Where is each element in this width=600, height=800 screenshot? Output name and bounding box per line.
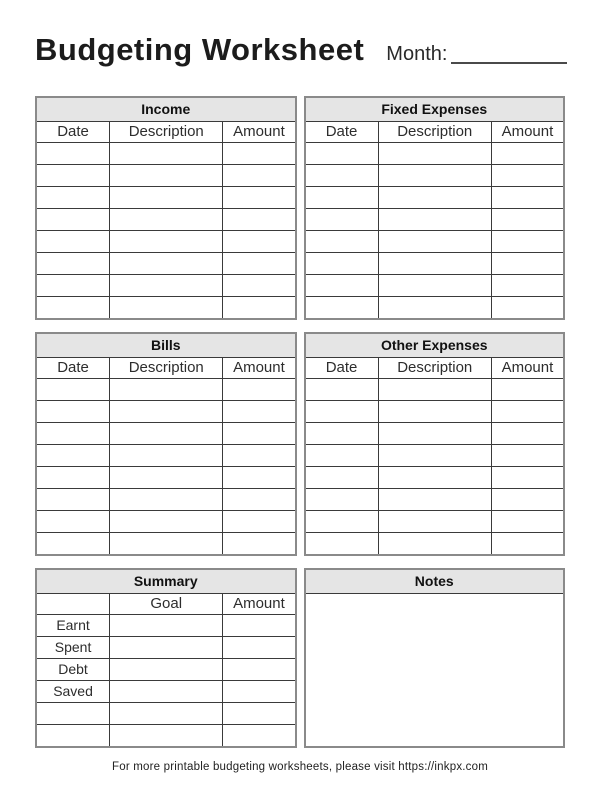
- table-row: [37, 230, 295, 252]
- column-header-date: Date: [57, 123, 89, 140]
- column-header-amount: Amount: [222, 594, 294, 614]
- fixed-expenses-table-body: [306, 142, 564, 318]
- table-row: [37, 378, 295, 400]
- empty-cell: [222, 511, 294, 532]
- empty-cell: [378, 165, 491, 186]
- empty-cell: [491, 297, 563, 318]
- table-row: [306, 400, 564, 422]
- bills-table-body: [37, 378, 295, 554]
- empty-cell: [306, 187, 378, 208]
- empty-cell: [37, 511, 109, 532]
- table-row: [306, 466, 564, 488]
- empty-cell: [306, 253, 378, 274]
- empty-cell: [222, 703, 294, 724]
- empty-cell: [222, 165, 294, 186]
- empty-cell: [37, 423, 109, 444]
- income-table: [35, 96, 297, 320]
- empty-cell: [491, 533, 563, 554]
- empty-cell: [306, 231, 378, 252]
- summary-table-title: Summary: [37, 570, 295, 594]
- empty-cell: [378, 187, 491, 208]
- empty-cell: [37, 489, 109, 510]
- table-row: [306, 230, 564, 252]
- row-label: Debt: [58, 661, 88, 677]
- column-header-description: Description: [378, 122, 491, 142]
- empty-cell: [37, 297, 109, 318]
- empty-cell: [37, 703, 109, 724]
- row-label: Earnt: [56, 617, 90, 633]
- empty-cell: [37, 445, 109, 466]
- empty-cell: [37, 231, 109, 252]
- empty-cell: [37, 253, 109, 274]
- empty-cell: [306, 533, 378, 554]
- empty-cell: [222, 615, 294, 636]
- summary-row-blank: [37, 702, 295, 724]
- column-header-amount: Amount: [222, 122, 294, 142]
- empty-cell: [222, 401, 294, 422]
- empty-cell: [109, 231, 222, 252]
- empty-cell: [222, 467, 294, 488]
- month-blank-line: [451, 61, 567, 64]
- empty-cell: [491, 489, 563, 510]
- empty-cell: [109, 275, 222, 296]
- table-row: [37, 186, 295, 208]
- empty-cell: [222, 637, 294, 658]
- table-row: [306, 422, 564, 444]
- table-row: [306, 142, 564, 164]
- other-expenses-header-row: [306, 358, 564, 378]
- empty-cell: [109, 725, 222, 746]
- column-header-date: Date: [325, 359, 358, 376]
- table-row: [306, 510, 564, 532]
- table-row: [37, 252, 295, 274]
- empty-cell: [491, 165, 563, 186]
- page-header: [35, 30, 566, 70]
- empty-cell: [491, 231, 563, 252]
- table-row: [306, 252, 564, 274]
- empty-cell: [306, 489, 378, 510]
- empty-cell: [222, 423, 294, 444]
- empty-cell: [109, 143, 222, 164]
- table-row: [37, 510, 295, 532]
- empty-cell: [378, 297, 491, 318]
- empty-cell: [222, 445, 294, 466]
- column-header-description: Description: [109, 122, 222, 142]
- empty-cell: [378, 379, 491, 400]
- empty-cell: [306, 297, 378, 318]
- summary-header-row: [37, 594, 295, 614]
- empty-cell: [109, 681, 222, 702]
- empty-cell: [378, 489, 491, 510]
- table-row: [37, 488, 295, 510]
- empty-cell: [378, 423, 491, 444]
- empty-cell: [306, 165, 378, 186]
- column-header-description: Description: [109, 358, 222, 378]
- row-label: Saved: [53, 683, 93, 699]
- empty-cell: [109, 467, 222, 488]
- empty-cell: [222, 187, 294, 208]
- empty-cell: [378, 467, 491, 488]
- empty-cell: [37, 165, 109, 186]
- empty-cell: [222, 253, 294, 274]
- table-row: [306, 488, 564, 510]
- empty-cell: [222, 231, 294, 252]
- empty-cell: [109, 445, 222, 466]
- table-row: [306, 274, 564, 296]
- empty-cell: [306, 511, 378, 532]
- empty-cell: [491, 445, 563, 466]
- empty-cell: [491, 275, 563, 296]
- table-row: [306, 444, 564, 466]
- empty-cell: [109, 703, 222, 724]
- empty-cell: [109, 659, 222, 680]
- empty-cell: [491, 511, 563, 532]
- empty-cell: [378, 445, 491, 466]
- column-header-goal: Goal: [109, 594, 222, 614]
- empty-cell: [109, 615, 222, 636]
- empty-cell: [491, 209, 563, 230]
- table-row: [37, 400, 295, 422]
- column-header-description: Description: [378, 358, 491, 378]
- empty-cell: [491, 379, 563, 400]
- summary-row-blank: [37, 724, 295, 746]
- empty-cell: [378, 231, 491, 252]
- empty-cell: [109, 637, 222, 658]
- table-row: [306, 208, 564, 230]
- empty-cell: [378, 511, 491, 532]
- table-row: [37, 274, 295, 296]
- empty-cell: [378, 209, 491, 230]
- column-header-blank: [37, 594, 109, 614]
- table-row: [306, 186, 564, 208]
- empty-cell: [306, 379, 378, 400]
- empty-cell: [37, 401, 109, 422]
- empty-cell: [222, 275, 294, 296]
- empty-cell: [491, 143, 563, 164]
- empty-cell: [491, 467, 563, 488]
- summary-row-earnt: [37, 614, 295, 636]
- empty-cell: [109, 379, 222, 400]
- tables-grid: [35, 96, 565, 748]
- empty-cell: [37, 275, 109, 296]
- empty-cell: [37, 725, 109, 746]
- empty-cell: [222, 533, 294, 554]
- empty-cell: [378, 275, 491, 296]
- fixed-expenses-header-row: [306, 122, 564, 142]
- empty-cell: [222, 489, 294, 510]
- empty-cell: [306, 209, 378, 230]
- fixed-expenses-table: [304, 96, 566, 320]
- empty-cell: [306, 467, 378, 488]
- empty-cell: [37, 209, 109, 230]
- empty-cell: [491, 423, 563, 444]
- empty-cell: [109, 423, 222, 444]
- other-expenses-table: [304, 332, 566, 556]
- empty-cell: [222, 297, 294, 318]
- empty-cell: [109, 533, 222, 554]
- empty-cell: [306, 275, 378, 296]
- fixed-expenses-table-title: Fixed Expenses: [306, 98, 564, 122]
- table-row: [37, 164, 295, 186]
- bills-header-row: [37, 358, 295, 378]
- row-label: Spent: [54, 639, 92, 655]
- column-header-date: Date: [325, 123, 358, 140]
- bills-table-title: Bills: [37, 334, 295, 358]
- empty-cell: [37, 379, 109, 400]
- table-row: [37, 444, 295, 466]
- other-expenses-table-title: Other Expenses: [306, 334, 564, 358]
- empty-cell: [306, 423, 378, 444]
- table-row: [37, 142, 295, 164]
- empty-cell: [491, 253, 563, 274]
- summary-row-spent: [37, 636, 295, 658]
- notes-box-title: Notes: [306, 570, 564, 594]
- empty-cell: [306, 445, 378, 466]
- empty-cell: [306, 401, 378, 422]
- empty-cell: [109, 297, 222, 318]
- empty-cell: [37, 187, 109, 208]
- empty-cell: [222, 379, 294, 400]
- table-row: [37, 422, 295, 444]
- empty-cell: [109, 165, 222, 186]
- table-row: [306, 378, 564, 400]
- other-expenses-table-body: [306, 378, 564, 554]
- table-row: [306, 532, 564, 554]
- empty-cell: [222, 725, 294, 746]
- summary-table: [35, 568, 297, 748]
- table-row: [37, 532, 295, 554]
- month-field: [386, 43, 567, 66]
- notes-blank-area: [306, 594, 564, 746]
- summary-row-debt: [37, 658, 295, 680]
- income-table-body: [37, 142, 295, 318]
- empty-cell: [109, 209, 222, 230]
- empty-cell: [222, 681, 294, 702]
- footer-text: For more printable budgeting worksheets, please visit https://inkpx.com: [112, 761, 488, 773]
- empty-cell: [37, 467, 109, 488]
- income-header-row: [37, 122, 295, 142]
- table-row: [306, 164, 564, 186]
- empty-cell: [491, 187, 563, 208]
- empty-cell: [109, 511, 222, 532]
- empty-cell: [378, 143, 491, 164]
- table-row: [37, 466, 295, 488]
- empty-cell: [378, 401, 491, 422]
- table-row: [37, 208, 295, 230]
- month-label: Month:: [386, 43, 448, 65]
- empty-cell: [222, 143, 294, 164]
- empty-cell: [222, 209, 294, 230]
- empty-cell: [306, 143, 378, 164]
- column-header-amount: Amount: [222, 358, 294, 378]
- empty-cell: [37, 143, 109, 164]
- page-title: Budgeting Worksheet: [35, 32, 365, 67]
- summary-row-saved: [37, 680, 295, 702]
- empty-cell: [109, 187, 222, 208]
- table-row: [37, 296, 295, 318]
- notes-box: [304, 568, 566, 748]
- empty-cell: [109, 489, 222, 510]
- empty-cell: [109, 253, 222, 274]
- income-table-title: Income: [37, 98, 295, 122]
- column-header-date: Date: [57, 359, 89, 376]
- table-row: [306, 296, 564, 318]
- empty-cell: [378, 253, 491, 274]
- empty-cell: [222, 659, 294, 680]
- bills-table: [35, 332, 297, 556]
- empty-cell: [37, 533, 109, 554]
- column-header-amount: Amount: [491, 358, 563, 378]
- empty-cell: [378, 533, 491, 554]
- column-header-amount: Amount: [491, 122, 563, 142]
- empty-cell: [491, 401, 563, 422]
- empty-cell: [109, 401, 222, 422]
